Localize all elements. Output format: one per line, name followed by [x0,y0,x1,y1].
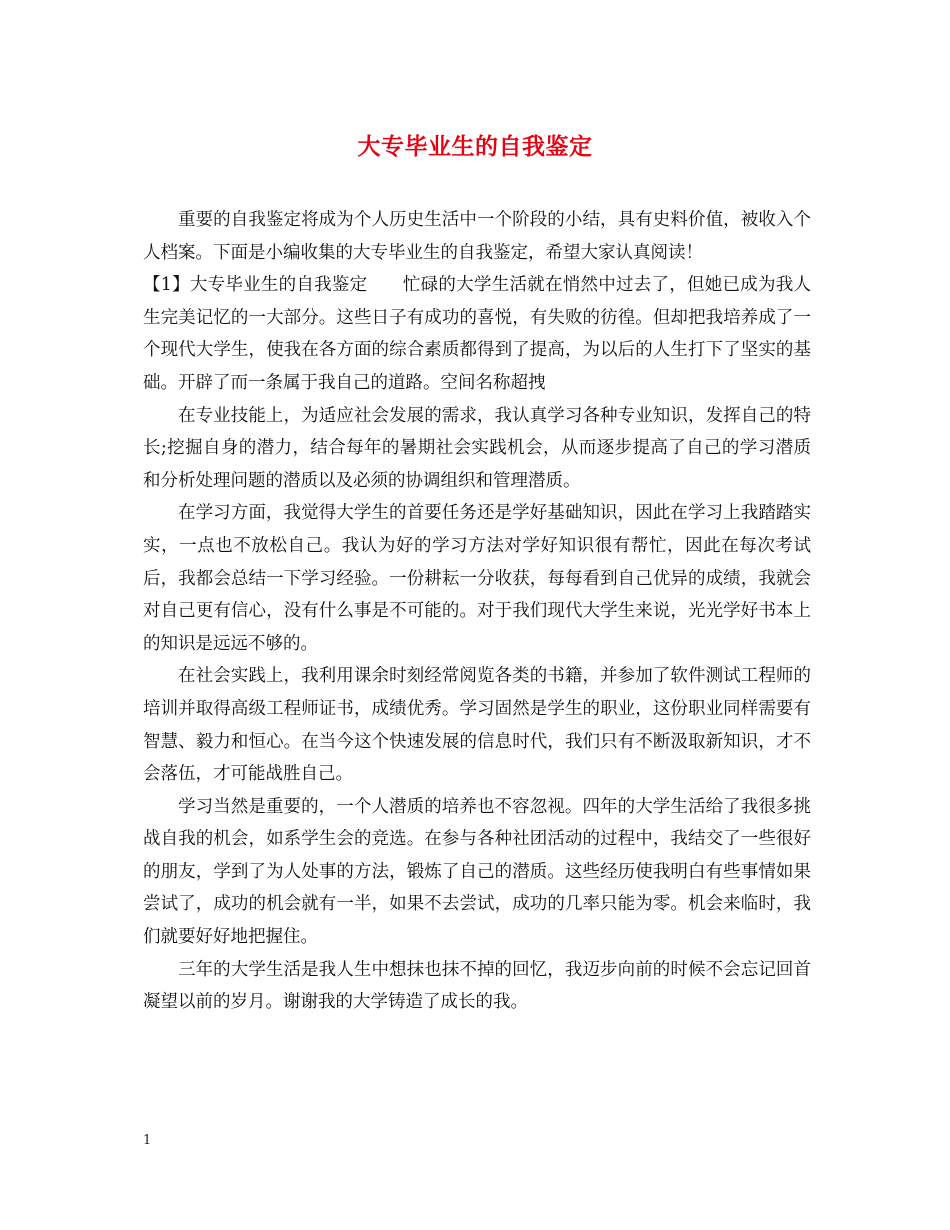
paragraph-section-1: 【1】大专毕业生的自我鉴定 忙碌的大学生活就在悄然中过去了，但她已成为我人生完美记忆的一大部分。这些日子有成功的喜悦，有失败的彷徨。但却把我培养成了一个现代大学生，使我在各方面的综合素质都得到了提高，为以后的人生打下了坚实的基础。开辟了而一条属于我自己的道路。空间名称超拽 [143,275,811,393]
document-title: 大专毕业生的自我鉴定 [357,133,593,160]
paragraph-professional-skills: 在专业技能上，为适应社会发展的需求，我认真学习各种专业知识，发挥自己的特长;挖掘自身的潜力，结合每年的暑期社会实践机会，从而逐步提高了自己的学习潜质和分析处理问题的潜质以及必须的协调组织和管理潜质。 [143,405,811,491]
document-body [143,204,811,1019]
paragraph-social-practice: 在社会实践上，我利用课余时刻经常阅览各类的书籍，并参加了软件测试工程师的培训并取得高级工程师证书，成绩优秀。学习固然是学生的职业，这份职业同样需要有智慧、毅力和恒心。在当今这个快速发展的信息时代，我们只有不断汲取新知识，才不会落伍，才可能战胜自己。 [143,666,811,785]
paragraph-conclusion: 三年的大学生活是我人生中想抹也抹不掉的回忆，我迈步向前的时候不会忘记回首凝望以前的岁月。谢谢我的大学铸造了成长的我。 [143,959,811,1013]
paragraph-intro: 重要的自我鉴定将成为个人历史生活中一个阶段的小结，具有史料价值，被收入个人档案。下面是小编收集的大专毕业生的自我鉴定，希望大家认真阅读！ [143,210,811,263]
page-number: 1 [143,1133,152,1148]
paragraph-personal-growth: 学习当然是重要的，一个人潜质的培养也不容忽视。四年的大学生活给了我很多挑战自我的机会，如系学生会的竞选。在参与各种社团活动的过程中，我结交了一些很好的朋友，学到了为人处事的方法，锻炼了自己的潜质。这些经历使我明白有些事情如果尝试了，成功的机会就有一半，如果不去尝试，成功的几率只能为零。机会来临时，我们就要好好地把握住。 [143,796,811,948]
paragraph-study: 在学习方面，我觉得大学生的首要任务还是学好基础知识，因此在学习上我踏踏实实，一点也不放松自己。我认为好的学习方法对学好知识很有帮忙，因此在每次考试后，我都会总结一下学习经验。一份耕耘一分收获，每每看到自己优异的成绩，我就会对自己更有信心，没有什么事是不可能的。对于我们现代大学生来说，光光学好书本上的知识是远远不够的。 [143,503,811,654]
